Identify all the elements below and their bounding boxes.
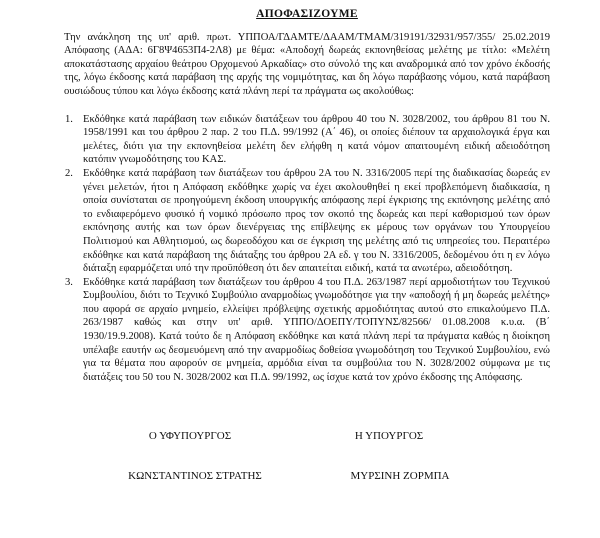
document-body — [64, 4, 550, 384]
document-heading: ΑΠΟΦΑΣΙΖΟΥΜΕ — [256, 8, 358, 20]
signature-title-deputy-minister: Ο ΥΦΥΠΟΥΡΓΟΣ — [148, 430, 232, 442]
list-item-number: 1. — [65, 113, 73, 125]
list-item-text: Εκδόθηκε κατά παράβαση των ειδικών διατάξεων του άρθρου 40 του Ν. 3028/2002, του άρθρου 81 του Ν. 1958/1991 και του άρθρου 2 παρ. 2 του Π.Δ. 99/1992 (Α΄ 46), οι οποίες διέπουν τα αρχαιολογικά έργα και μελέτες, διότι για την εκπονηθείσα μελέτη δεν ελήφθη η κατά νόμον απαιτουμένη ειδική αδειοδότηση κατόπιν γνωμοδότησης του ΚΑΣ. — [83, 113, 550, 166]
signature-name-deputy-minister: ΚΩΝΣΤΑΝΤΙΝΟΣ ΣΤΡΑΤΗΣ — [128, 470, 262, 482]
decision-list — [64, 113, 550, 385]
signature-name-minister: ΜΥΡΣΙΝΗ ΖΟΡΜΠΑ — [350, 470, 450, 482]
signature-title-minister: Η ΥΠΟΥΡΓΟΣ — [354, 430, 424, 442]
list-item — [64, 113, 550, 167]
intro-paragraph: Την ανάκληση της υπ' αριθ. πρωτ. ΥΠΠΟΑ/ΓΔΑΜΤΕ/ΔΑΑΜ/ΤΜΑΜ/319191/32931/957/355/ 25.02.2019 Απόφασης (ΑΔΑ: 6Γ8Ψ4653Π4-2Λ8) με θέμα: «Αποδοχή δωρεάς εκπονηθείσας μελέτης με τίτλο: «Μελέτη αποκατάστασης αρχαίου θεάτρου Ορχομενού Αρκαδίας» στο σύνολό της και αναδρομικά από τον χρόνο έκδοσής της, λόγω έκδοσης κατά παράβαση της αρχής της νομιμότητας, και δη λόγω παράβασης νόμου, κατά παράβαση ουσιώδους τύπου και λόγω έκδοσης κατά πλάνη περί τα πράγματα ως ακολούθως: — [64, 31, 550, 97]
list-item — [64, 167, 550, 276]
list-item-text: Εκδόθηκε κατά παράβαση των διατάξεων του άρθρου 4 του Π.Δ. 263/1987 περί αρμοδιοτήτων του Τεχνικού Συμβουλίου, διότι το Τεχνικό Συμβούλιο αναρμοδίως γνωμοδότησε για την «αποδοχή ή μη δωρεάς μελέτης» που αφορά σε αρχαίο μνημείο, ελλείψει πρόβλεψης σχετικής αρμοδιότητας αυτού στο επικαλούμενο Π.Δ. 263/1987 καθώς και στην υπ' αριθ. ΥΠΠΟ/ΔΟΕΠΥ/ΤΟΠΥΝΣ/82566/ 01.08.2008 κ.υ.α. (Β΄ 1930/19.9.2008). Κατά τούτο δε η Απόφαση εκδόθηκε και κατά πλάνη περί τα πράγματα καθώς η διοίκηση υπέλαβε εαυτήν ως δεσμευόμενη από την αναρμοδίως δοθείσα γνωμοδότηση του Τεχνικού Συμβουλίου, ενώ για τα θέματα που αφορούν σε μνημεία, αρμόδια είναι τα συμβούλια του Ν. 3028/2002 σύμφωνα με τις διατάξεις του 50 του Ν. 3028/2002 και Π.Δ. 99/1992, ως ίσχυε κατά τον χρόνο έκδοσης της Απόφασης. — [83, 276, 550, 383]
list-item — [64, 276, 550, 385]
list-item-text: Εκδόθηκε κατά παράβαση των διατάξεων του άρθρου 2Α του Ν. 3316/2005 περί της διαδικασίας δωρεάς εν γένει μελετών, ήτοι η Απόφαση εκδόθηκε χωρίς να έχει ακολουθηθεί η εκεί προβλεπόμενη διαδικασία, η οποία συνίσταται σε προηγούμενη έκδοση υπουργικής απόφασης περί έγκρισης της εκπόνησης μελέτης από το ενδιαφερόμενο φυσικό ή νομικό πρόσωπο προς τον σκοπό της δωρεάς και περί καθορισμού των όρων εκπόνησης αυτής και των όρων διενέργειας της επίβλεψης εκ μέρους των οργάνων του Υπουργείου Πολιτισμού και Αθλητισμού, ως δωρεοδόχου και σε έγκριση της μελέτης από τις υπηρεσίες του. Περαιτέρω εκδόθηκε και κατά παράβαση της διάταξης του άρθρου 2Α εδ. γ του Ν. 3316/2005, δεδομένου ότι η εν λόγω διάταξη εφαρμόζεται υπό την προϋπόθεση ότι δεν απαιτείται ειδική, κατά τα ανωτέρω, αδειοδότηση. — [83, 167, 550, 275]
list-item-number: 3. — [65, 276, 73, 288]
list-item-number: 2. — [65, 167, 73, 179]
